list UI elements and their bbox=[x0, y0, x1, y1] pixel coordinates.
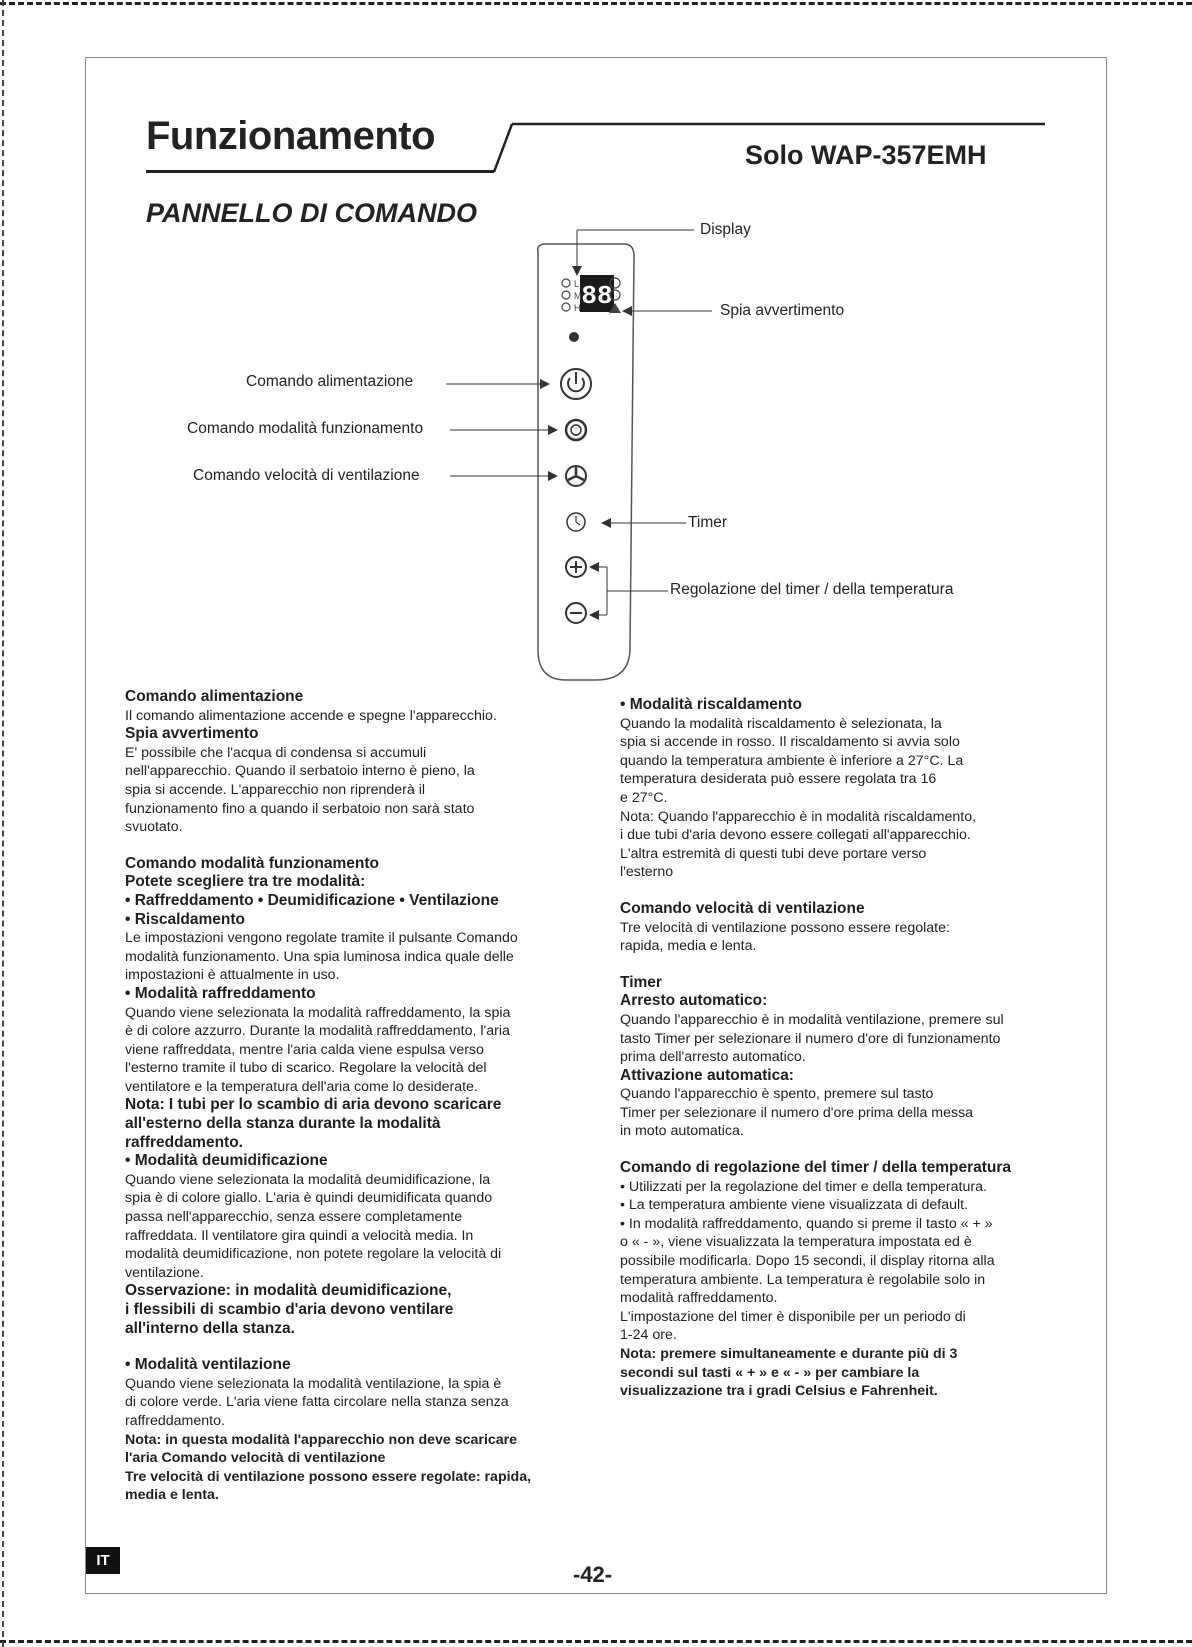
section-heading-line: Arresto automatico: bbox=[620, 992, 768, 1010]
indicator-medium-label: M bbox=[574, 291, 582, 301]
model-label: Solo WAP-357EMH bbox=[745, 140, 987, 170]
indicator-medium-icon bbox=[562, 291, 570, 299]
section-heading-line: • Modalità riscaldamento bbox=[620, 696, 802, 713]
control-panel-diagram bbox=[0, 0, 1192, 700]
text-line: Tre velocità di ventilazione possono essere regolate: rapida, bbox=[125, 1468, 532, 1485]
text-line: i due tubi d'aria devono essere collegati all'apparecchio. bbox=[620, 827, 971, 844]
bottom-cut-line bbox=[0, 1640, 1192, 1643]
right-text-column bbox=[620, 696, 1100, 1401]
section-heading-line: Potete scegliere tra tre modalità: bbox=[125, 873, 366, 891]
display-digits: 88 bbox=[581, 281, 613, 311]
text-line: • Utilizzati per la regolazione del timer e della temperatura. bbox=[620, 1178, 987, 1195]
text-line: impostazioni è attualmente in uso. bbox=[125, 967, 340, 984]
text-line: • La temperatura ambiente viene visualizzata di default. bbox=[620, 1197, 969, 1214]
text-line: nell'apparecchio. Quando il serbatoio interno è pieno, la bbox=[125, 763, 475, 780]
text-line: Quando viene selezionata la modalità ventilazione, la spia è bbox=[125, 1375, 502, 1392]
text-line: ventilazione. bbox=[125, 1264, 204, 1281]
section-heading-line: • Modalità ventilazione bbox=[125, 1356, 291, 1374]
text-line: Tre velocità di ventilazione possono essere regolate: bbox=[620, 919, 950, 936]
text-line: Quando la modalità riscaldamento è selezionata, la bbox=[620, 715, 942, 732]
indicator-high-label: H bbox=[574, 303, 581, 313]
text-line: l'aria Comando velocità di ventilazione bbox=[125, 1450, 386, 1467]
section-heading-line: • Modalità raffreddamento bbox=[125, 984, 316, 1002]
section-heading-line: Comando di regolazione del timer / della temperatura bbox=[620, 1159, 1012, 1177]
section-heading-line: • Riscaldamento bbox=[125, 910, 245, 928]
text-line: L'impostazione del timer è disponibile per un periodo di bbox=[620, 1308, 966, 1325]
minus-button[interactable] bbox=[566, 603, 586, 623]
section-heading-line: Spia avvertimento bbox=[125, 725, 259, 743]
paragraph-gap bbox=[620, 882, 1100, 900]
text-line: e 27°C. bbox=[620, 789, 668, 806]
text-line: Quando l'apparecchio è in modalità ventilazione, premere sul bbox=[620, 1011, 1004, 1028]
mode-button[interactable] bbox=[566, 420, 586, 440]
text-line: quando la temperatura ambiente è inferiore a 27°C. La bbox=[620, 752, 964, 769]
text-line: è di colore azzurro. Durante la modalità raffreddamento, l'aria bbox=[125, 1023, 510, 1040]
callout-timer: Timer bbox=[688, 514, 728, 531]
indicator-low-label: L bbox=[574, 279, 580, 289]
section-heading-line: Nota: I tubi per lo scambio di aria devono scaricare bbox=[125, 1096, 502, 1114]
text-line: Quando l'apparecchio è spento, premere sul tasto bbox=[620, 1086, 934, 1103]
text-line: spia è di colore giallo. L'aria è quindi deumidificata quando bbox=[125, 1190, 493, 1207]
status-led-icon bbox=[569, 332, 579, 342]
text-line: E' possibile che l'acqua di condensa si accumuli bbox=[125, 744, 427, 761]
text-line: ventilatore e la temperatura dell'aria come lo desiderate. bbox=[125, 1078, 478, 1095]
text-line: Quando viene selezionata la modalità deumidificazione, la bbox=[125, 1171, 491, 1188]
text-line: svuotato. bbox=[125, 819, 183, 836]
text-line: rapida, media e lenta. bbox=[620, 938, 757, 955]
indicator-low-icon bbox=[562, 279, 570, 287]
text-line: raffreddata. Il ventilatore gira quindi a velocità media. In bbox=[125, 1227, 474, 1244]
text-line: modalità deumidificazione, non potete regolare la velocità di bbox=[125, 1246, 502, 1263]
text-line: spia si accende. L'apparecchio non riprenderà il bbox=[125, 781, 426, 798]
text-line: 1-24 ore. bbox=[620, 1327, 677, 1344]
callout-power: Comando alimentazione bbox=[246, 373, 414, 390]
fan-speed-indicators bbox=[562, 279, 582, 313]
text-line: passa nell'apparecchio, senza essere completamente bbox=[125, 1209, 463, 1226]
section-heading-line: i flessibili di scambio d'aria devono ventilare bbox=[125, 1301, 454, 1318]
text-line: visualizzazione tra i gradi Celsius e Fahrenheit. bbox=[620, 1383, 938, 1400]
left-text-column bbox=[125, 688, 615, 1505]
text-line: tasto Timer per selezionare il numero d'ore di funzionamento bbox=[620, 1030, 1001, 1047]
callout-adjust: Regolazione del timer / della temperatura bbox=[670, 581, 954, 598]
callout-mode: Comando modalità funzionamento bbox=[187, 420, 424, 437]
callout-display: Display bbox=[700, 221, 751, 238]
text-line: secondi sul tasti « + » e « - » per cambiare la bbox=[620, 1364, 920, 1381]
text-line: di colore verde. L'aria viene fatta circolare nella stanza senza bbox=[125, 1394, 509, 1411]
text-line: spia si accende in rosso. Il riscaldamento si avvia solo bbox=[620, 734, 960, 751]
text-line: l'esterno tramite il tubo di scarico. Regolare la velocità del bbox=[125, 1060, 487, 1077]
section-heading-line: Comando velocità di ventilazione bbox=[620, 899, 865, 917]
text-line: Timer per selezionare il numero d'ore prima della messa bbox=[620, 1104, 974, 1121]
text-line: in moto automatica. bbox=[620, 1123, 744, 1140]
section-heading-line: Attivazione automatica: bbox=[620, 1066, 794, 1084]
paragraph-gap bbox=[620, 1141, 1100, 1159]
power-button[interactable] bbox=[561, 369, 591, 399]
section-heading-line: Osservazione: in modalità deumidificazione, bbox=[125, 1282, 452, 1300]
text-line: l'esterno bbox=[620, 864, 674, 881]
callout-fan: Comando velocità di ventilazione bbox=[193, 467, 420, 484]
text-line: Nota: in questa modalità l'apparecchio non deve scaricare bbox=[125, 1431, 518, 1448]
section-heading-line: Comando modalità funzionamento bbox=[125, 854, 380, 872]
text-line: viene raffreddata, mentre l'aria calda viene espulsa verso bbox=[125, 1041, 484, 1058]
page-title: Funzionamento bbox=[146, 114, 436, 158]
section-title: PANNELLO DI COMANDO bbox=[146, 198, 477, 228]
section-heading-line: all'esterno della stanza durante la modalità bbox=[125, 1115, 441, 1133]
text-line: Nota: Quando l'apparecchio è in modalità riscaldamento, bbox=[620, 808, 977, 825]
language-badge: IT bbox=[86, 1547, 120, 1574]
callout-spia: Spia avvertimento bbox=[720, 302, 845, 319]
text-line: raffreddamento. bbox=[125, 1412, 225, 1429]
paragraph-gap bbox=[620, 956, 1100, 974]
paragraph-gap bbox=[125, 1338, 615, 1356]
text-line: L'altra estremità di questi tubi deve portare verso bbox=[620, 845, 927, 862]
text-line: modalità funzionamento. Una spia luminosa indica quale delle bbox=[125, 948, 514, 965]
text-line: funzionamento fino a quando il serbatoio non sarà stato bbox=[125, 800, 475, 817]
text-line: modalità raffreddamento. bbox=[620, 1290, 778, 1307]
section-heading-line: Timer bbox=[620, 973, 662, 991]
fan-speed-button[interactable] bbox=[566, 466, 586, 486]
page-number: -42- bbox=[573, 1562, 613, 1587]
section-heading-line: Comando alimentazione bbox=[125, 688, 304, 705]
text-line: possibile modificarla. Dopo 15 secondi, il display ritorna alla bbox=[620, 1253, 995, 1270]
text-line: media e lenta. bbox=[125, 1487, 219, 1504]
text-line: temperatura ambiente. La temperatura è regolabile solo in bbox=[620, 1271, 986, 1288]
indicator-high-icon bbox=[562, 303, 570, 311]
text-line: o « - », viene visualizzata la temperatura impostata ed è bbox=[620, 1234, 972, 1251]
section-heading-line: all'interno della stanza. bbox=[125, 1319, 295, 1337]
section-heading-line: • Raffreddamento • Deumidificazione • Ventilazione bbox=[125, 891, 499, 909]
text-line: Le impostazioni vengono regolate tramite il pulsante Comando bbox=[125, 930, 518, 947]
section-heading-line: • Modalità deumidificazione bbox=[125, 1152, 328, 1170]
paragraph-gap bbox=[125, 837, 615, 855]
text-line: Nota: premere simultaneamente e durante più di 3 bbox=[620, 1346, 958, 1362]
text-line: • In modalità raffreddamento, quando si preme il tasto « + » bbox=[620, 1215, 993, 1232]
text-line: Il comando alimentazione accende e spegne l'apparecchio. bbox=[125, 707, 497, 724]
plus-button[interactable] bbox=[566, 557, 586, 577]
text-line: temperatura desiderata può essere regolata tra 16 bbox=[620, 771, 937, 788]
section-heading-line: raffreddamento. bbox=[125, 1133, 243, 1151]
timer-button[interactable] bbox=[567, 513, 585, 531]
text-line: Quando viene selezionata la modalità raffreddamento, la spia bbox=[125, 1004, 511, 1021]
text-line: prima dell'arresto automatico. bbox=[620, 1049, 806, 1066]
